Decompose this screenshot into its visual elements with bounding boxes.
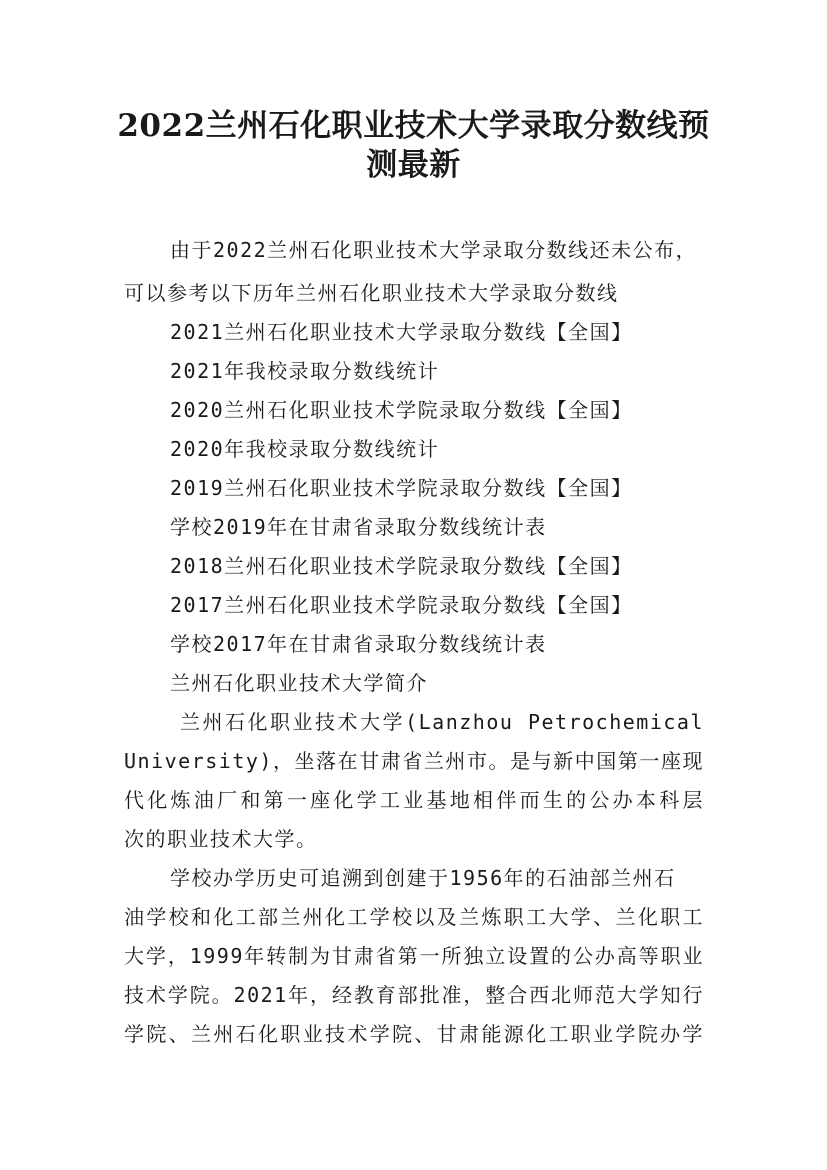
- list-item: 2018兰州石化职业技术学院录取分数线【全国】: [170, 554, 633, 578]
- paragraph-1-line: 兰州石化职业技术大学(Lanzhou Petrochemical: [180, 710, 704, 734]
- intro-line-2: 可以参考以下历年兰州石化职业技术大学录取分数线: [124, 281, 619, 305]
- intro-line-1: 由于2022兰州石化职业技术大学录取分数线还未公布，: [170, 238, 698, 262]
- document-title-line-2: 测最新: [366, 147, 461, 183]
- paragraph-2-line: 学院、兰州石化职业技术学院、甘肃能源化工职业学院办学: [124, 1022, 704, 1046]
- list-item: 兰州石化职业技术大学简介: [170, 671, 428, 695]
- paragraph-1-line: 代化炼油厂和第一座化学工业基地相伴而生的公办本科层: [124, 788, 704, 812]
- paragraph-1-line: 次的职业技术大学。: [124, 827, 318, 851]
- list-item: 学校2017年在甘肃省录取分数线统计表: [170, 632, 547, 656]
- paragraph-2-line: 技术学院。2021年，经教育部批准，整合西北师范大学知行: [124, 983, 704, 1007]
- list-item: 2017兰州石化职业技术学院录取分数线【全国】: [170, 593, 633, 617]
- document-title-line-1: 2022兰州石化职业技术大学录取分数线预: [117, 108, 710, 144]
- list-item: 2021兰州石化职业技术大学录取分数线【全国】: [170, 320, 633, 344]
- paragraph-2-line: 油学校和化工部兰州化工学校以及兰炼职工大学、兰化职工: [124, 905, 704, 929]
- paragraph-1-line: University)，坐落在甘肃省兰州市。是与新中国第一座现: [124, 749, 704, 773]
- list-item: 2019兰州石化职业技术学院录取分数线【全国】: [170, 476, 633, 500]
- paragraph-2-line: 学校办学历史可追溯到创建于1956年的石油部兰州石: [170, 866, 676, 890]
- paragraph-2-line: 大学，1999年转制为甘肃省第一所独立设置的公办高等职业: [124, 944, 704, 968]
- list-item: 2020兰州石化职业技术学院录取分数线【全国】: [170, 398, 633, 422]
- list-item: 2020年我校录取分数线统计: [170, 437, 440, 461]
- list-item: 学校2019年在甘肃省录取分数线统计表: [170, 515, 547, 539]
- list-item: 2021年我校录取分数线统计: [170, 359, 440, 383]
